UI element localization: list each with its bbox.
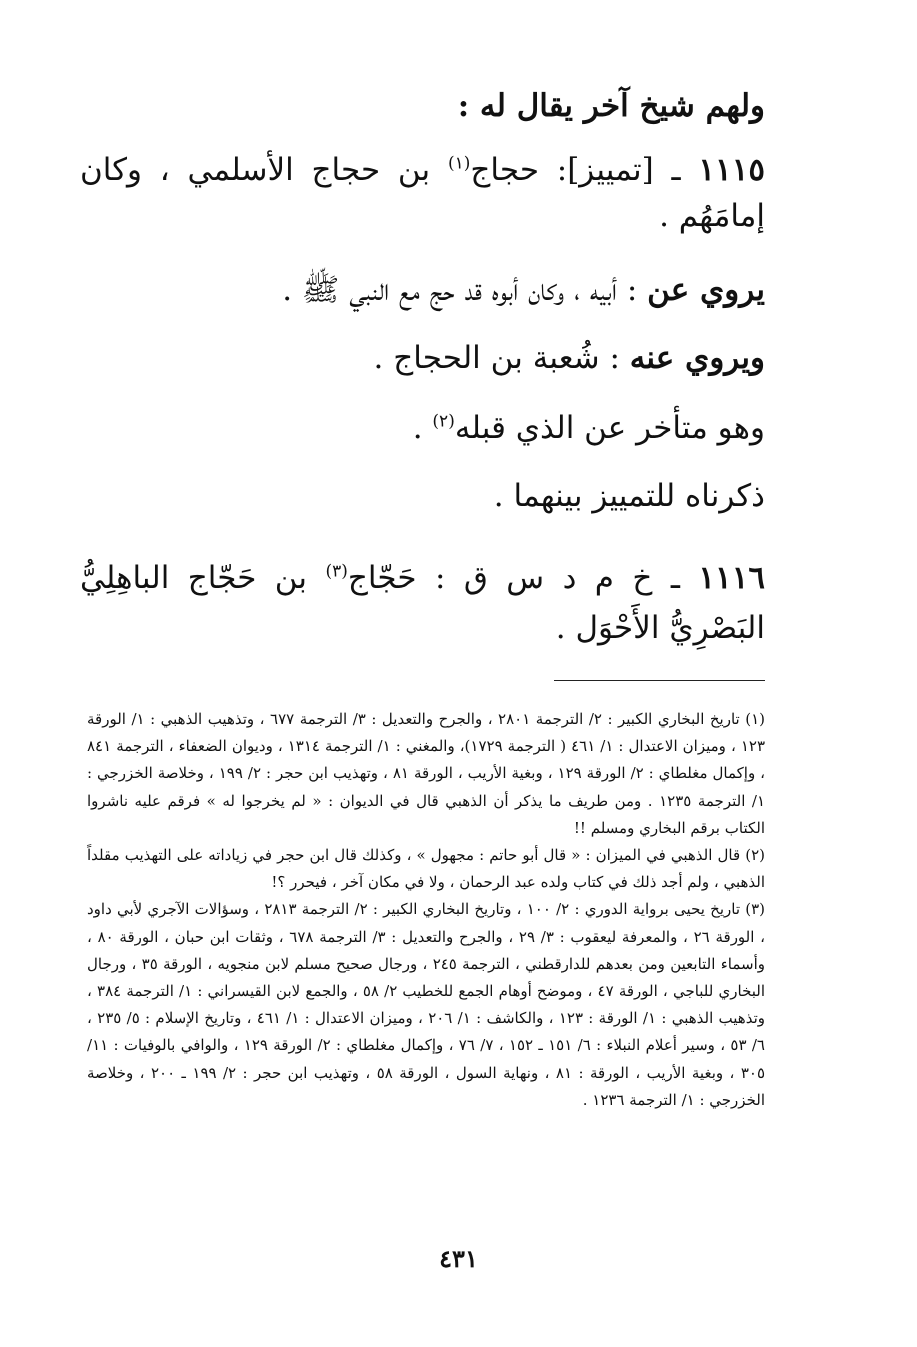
entry-codes: ـ خ م د س ق : حَجّاج (347, 560, 680, 596)
footnote-2 (87, 842, 765, 896)
footnote-text: تاريخ البخاري الكبير : ٢/ الترجمة ٢٨٠١ ، والجرح والتعديل : ٣/ الترجمة ٦٧٧ ، وتذهيب الذهبي : ١/ الورقة ١٢٣ ، وميزان الاعتدال : ١/ ٤٦١ ( الترجمة ١٧٢٩)، والمغني : ١/ الترجمة ١٣١٤ ، وديوان الضعفاء ، الترجمة ٨٤١ ، وإكمال مغلطاي : ٢/ الورقة ١٢٩ ، وبغية الأريب ، الورقة ٨١ ، وتهذيب ابن حجر : ٢/ ١٩٩ ، وخلاصة الخزرجي : ١/ الترجمة ١٢٣٥ . ومن طريف ما يذكر أن الذهبي قال في الديوان : « لم يخرجوا له » فرقم عليه ناشروا الكتاب برقم البخاري ومسلم !! (87, 710, 766, 837)
footnote-separator (554, 680, 765, 681)
entry-continuation: إمامَهُم . (659, 198, 765, 234)
footnotes (87, 706, 765, 1114)
entry-1115-continuation (86, 196, 765, 236)
entry-name-rest: بن حجاج الأسلمي ، وكان (80, 152, 431, 188)
entry-number: ١١١٥ (698, 152, 766, 188)
narrated-by-text: : شُعبة بن الحجاج . (373, 340, 620, 376)
narrates-from-text: : أبيه ، وكان أبوه قد حج مع النبي ﷺ . (282, 272, 638, 308)
footnote-ref-1: (١) (447, 153, 471, 174)
mention-line (86, 476, 765, 516)
footnote-1 (87, 706, 765, 842)
narrated-by-line (86, 338, 765, 378)
narrates-from-line (86, 270, 765, 310)
footnote-ref-2: (٢) (432, 411, 455, 432)
footnote-ref-3: (٣) (325, 561, 348, 582)
footnote-text: قال الذهبي في الميزان : « قال أبو حاتم : مجهول » ، وكذلك قال ابن حجر في زياداته على التهذيب مقلداً الذهبي ، ولم أجد ذلك في كتاب ولده عبد الرحمان ، ولا في مكان آخر ، فيحرر ؟! (87, 846, 765, 892)
footnote-mark: (٢) (745, 846, 765, 865)
intro-line (86, 86, 765, 126)
later-than-text: وهو متأخر عن الذي قبله (454, 410, 765, 446)
narrated-by-label: ويروي عنه (629, 340, 765, 376)
later-than-end: . (412, 410, 423, 446)
entry-number: ١١١٦ (698, 560, 766, 596)
entry-1116-continuation (86, 608, 765, 648)
footnote-3 (87, 896, 765, 1114)
entry-1115-heading (80, 150, 765, 190)
intro-text: ولهم شيخ آخر يقال له : (457, 88, 765, 124)
narrates-from-label: يروي عن (647, 272, 765, 308)
entry-name-rest: بن حَجّاج الباهِلِيُّ (80, 560, 308, 596)
mention-text: ذكرناه للتمييز بينهما . (493, 478, 765, 514)
page-number: ٤٣١ (439, 1244, 478, 1273)
footnote-text: تاريخ يحيى برواية الدوري : ٢/ ١٠٠ ، وتاريخ البخاري الكبير : ٢/ الترجمة ٢٨١٣ ، وسؤالات الآجري لأبي داود ، الورقة ٢٦ ، والمعرفة ليعقوب : ٣/ ٢٩ ، والجرح والتعديل : ٣/ الترجمة ٦٧٨ ، وثقات ابن حبان ، الورقة ٨٠ ، وأسماء التابعين ومن بعدهم للدارقطني ، الترجمة ٢٤٥ ، ورجال صحيح مسلم لابن منجويه ، الورقة ٣٥ ، ورجال البخاري للباجي ، الورقة ٤٧ ، وموضح أوهام الجمع للخطيب ٢/ ٥٨ ، والجمع لابن القيسراني : ١/ الترجمة ٣٨٤ ، وتذهيب الذهبي : ١/ الورقة : ١٢٣ ، والكاشف : ١/ ٢٠٦ ، وميزان الاعتدال : ١/ ٤٦١ ، وتاريخ الإسلام : ٥/ ٢٣٥ ، ٦/ ٥٣ ، وسير أعلام النبلاء : ٦/ ١٥١ ـ ١٥٢ ، ٧/ ٧٦ ، وإكمال مغلطاي : ٢/ الورقة ١٢٩ ، والوافي بالوفيات : ١١/ ٣٠٥ ، وبغية الأريب ، الورقة : ٨١ ، ونهاية السول ، الورقة ٥٨ ، وتهذيب ابن حجر : ٢/ ١٩٩ ـ ٢٠٠ ، وخلاصة الخزرجي : ١/ الترجمة ١٢٣٦ . (87, 900, 766, 1109)
entry-continuation: البَصْرِيُّ الأَحْوَل . (555, 610, 765, 646)
entry-name: ـ [تمييز]: حجاج (470, 152, 681, 188)
footnote-mark: (٣) (745, 900, 765, 919)
entry-1116-heading (80, 558, 765, 598)
footnote-mark: (١) (745, 710, 766, 728)
later-than-line (86, 408, 765, 448)
